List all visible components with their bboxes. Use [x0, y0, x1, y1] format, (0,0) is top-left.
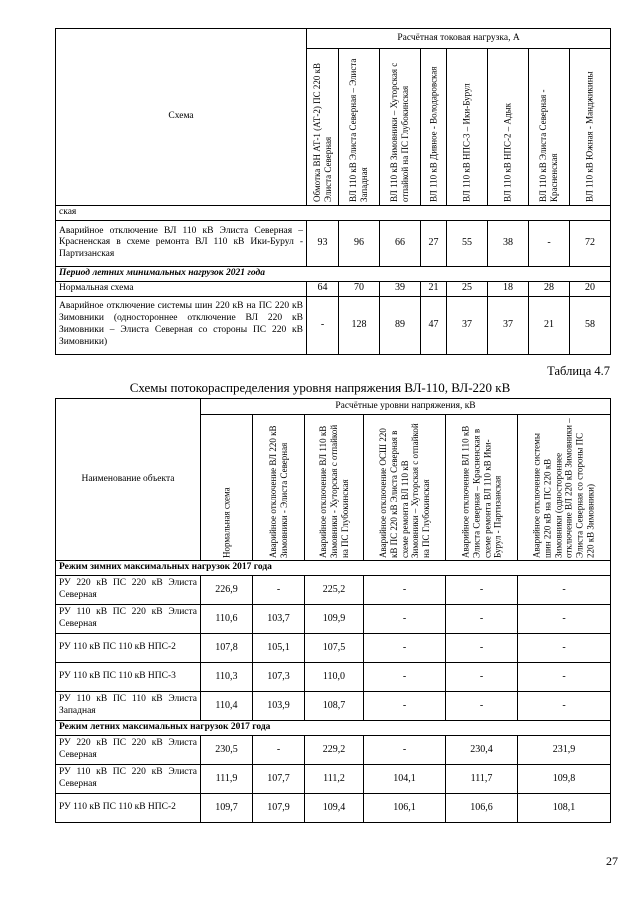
row-label: РУ 220 кВ ПС 220 кВ Элиста Северная [56, 575, 201, 604]
column-header: ВЛ 110 кВ Элиста Северная - Красненская [538, 89, 559, 202]
table-row [56, 633, 611, 662]
cell-value: 110,3 [201, 662, 253, 691]
cell-value: 107,3 [253, 662, 305, 691]
column-header: ВЛ 110 кВ НПС-3 – Ики-Бурул [461, 83, 472, 202]
cell-value: - [307, 296, 339, 354]
cell-value: 110,4 [201, 691, 253, 720]
cell-value: 110,6 [201, 604, 253, 633]
cell-value: 103,9 [253, 691, 305, 720]
cell-value: - [364, 691, 446, 720]
section-heading: Период летних минимальных нагрузок 2021 года [56, 266, 611, 281]
cell-value: 104,1 [364, 764, 446, 793]
cell-value: - [518, 604, 611, 633]
column-header: Обмотка ВН АТ-1 (АТ-2) ПС 220 кВ Элиста Северная [311, 62, 333, 202]
object-name-header: Наименование объекта [56, 399, 201, 561]
column-header: Аварийное отключение ОСШ 220 кВ ПС 220 кВ Элиста Северная в схеме ремонта ВЛ 110 кВ Зимовники – Хуторская с отпайкой на ПС Глубокинская [377, 422, 431, 558]
table-row [56, 735, 611, 764]
cell-value: 21 [421, 281, 447, 296]
cell-value: 38 [488, 220, 529, 266]
cell-value: - [364, 633, 446, 662]
cell-value: - [446, 575, 518, 604]
row-label: Нормальная схема [56, 281, 307, 296]
column-header: ВЛ 110 кВ Южная - Манджикины [584, 71, 595, 202]
cell-value: 109,4 [305, 793, 364, 822]
table-row [56, 220, 611, 266]
cell-value: 107,8 [201, 633, 253, 662]
row-label: РУ 110 кВ ПС 220 кВ Элиста Северная [56, 764, 201, 793]
table-row [56, 604, 611, 633]
voltage-levels-header: Расчётные уровни напряжения, кВ [201, 399, 611, 415]
cell-value: - [364, 604, 446, 633]
row-label: РУ 110 кВ ПС 110 кВ НПС-2 [56, 793, 201, 822]
cell-value: 109,8 [518, 764, 611, 793]
cell-value: 20 [570, 281, 611, 296]
cell-value: 108,7 [305, 691, 364, 720]
cell-value: 28 [529, 281, 570, 296]
cell-value: 230,4 [446, 735, 518, 764]
cell-value: 107,5 [305, 633, 364, 662]
cell-value: 107,7 [253, 764, 305, 793]
table-row [56, 793, 611, 822]
cell-value: 58 [570, 296, 611, 354]
cell-value: 230,5 [201, 735, 253, 764]
table-row [56, 691, 611, 720]
column-header: Нормальная схема [221, 486, 232, 558]
cell-value: 109,9 [305, 604, 364, 633]
cell-value: 18 [488, 281, 529, 296]
cell-value: 96 [339, 220, 380, 266]
row-label: РУ 110 кВ ПС 110 кВ Элиста Западная [56, 691, 201, 720]
column-header: ВЛ 110 кВ НПС-2 – Адык [502, 102, 513, 202]
cell-value: - [518, 633, 611, 662]
cell-value: 21 [529, 296, 570, 354]
column-header: Аварийное отключение системы шин 220 кВ на ПС 220 кВ Зимовники (одностороннее отключение ВЛ 220 кВ Зимовники – Элиста Северная со стороны ПС 220 кВ Зимовники) [531, 417, 596, 558]
column-header: ВЛ 110 кВ Дивное - Володаровская [428, 66, 439, 202]
current-load-header: Расчётная токовая нагрузка, А [307, 29, 611, 49]
cell-value: 103,7 [253, 604, 305, 633]
cell-value: 226,9 [201, 575, 253, 604]
row-label: РУ 110 кВ ПС 110 кВ НПС-2 [56, 633, 201, 662]
cell-value: - [529, 220, 570, 266]
cell-value: 111,2 [305, 764, 364, 793]
cell-value: - [518, 575, 611, 604]
cell-value: 111,7 [446, 764, 518, 793]
section-heading: Режим летних максимальных нагрузок 2017 года [56, 720, 611, 735]
cell-value: 47 [421, 296, 447, 354]
cell-value: - [446, 633, 518, 662]
table-row [56, 281, 611, 296]
cell-value: 27 [421, 220, 447, 266]
cell-value: 66 [380, 220, 421, 266]
cell-value: 64 [307, 281, 339, 296]
cell-value: 37 [447, 296, 488, 354]
row-label: Аварийное отключение системы шин 220 кВ на ПС 220 кВ Зимовники (одностороннее отключение ВЛ 220 кВ Зимовники – Элиста Северная со стороны ПС 220 кВ Зимовники) [56, 296, 307, 354]
column-header: Аварийное отключение ВЛ 110 кВ Зимовники - Хуторская с отпайкой на ПС Глубокинская [317, 424, 350, 558]
cell-value: 89 [380, 296, 421, 354]
cell-value: 106,6 [446, 793, 518, 822]
cell-value: - [446, 662, 518, 691]
cell-value: 107,9 [253, 793, 305, 822]
cell-value: - [364, 735, 446, 764]
cell-value: 225,2 [305, 575, 364, 604]
cell-value: - [364, 575, 446, 604]
column-header: Аварийное отключение ВЛ 110 кВ Элиста Северная – Красненская в схеме ремонта ВЛ 110 кВ Ики-Бурул - Партизанская [459, 425, 503, 558]
column-header: ВЛ 110 кВ Зимовники – Хуторская с отпайкой на ПС Глубокинская [389, 62, 410, 202]
cell-value: 106,1 [364, 793, 446, 822]
row-label: РУ 220 кВ ПС 220 кВ Элиста Северная [56, 735, 201, 764]
cell-value: 39 [380, 281, 421, 296]
cell-value: - [446, 691, 518, 720]
cell-value: - [446, 604, 518, 633]
cell-value: 72 [570, 220, 611, 266]
cell-value: 37 [488, 296, 529, 354]
section-heading: Режим зимних максимальных нагрузок 2017 года [56, 561, 611, 576]
cell-value: 110,0 [305, 662, 364, 691]
cell-value: 109,7 [201, 793, 253, 822]
cell-value: 55 [447, 220, 488, 266]
table-row [56, 764, 611, 793]
continued-row-label: ская [56, 206, 611, 221]
cell-value: 70 [339, 281, 380, 296]
cell-value: 231,9 [518, 735, 611, 764]
cell-value: 111,9 [201, 764, 253, 793]
cell-value: 108,1 [518, 793, 611, 822]
current-load-table [55, 28, 611, 355]
cell-value: - [253, 575, 305, 604]
cell-value: - [518, 691, 611, 720]
cell-value: 128 [339, 296, 380, 354]
row-label: РУ 110 кВ ПС 110 кВ НПС-3 [56, 662, 201, 691]
page-number: 27 [606, 854, 618, 868]
column-header: Аварийное отключение ВЛ 220 кВ Зимовники - Элиста Северная [267, 424, 289, 558]
cell-value: 105,1 [253, 633, 305, 662]
table-title: Схемы потокораспределения уровня напряжения ВЛ-110, ВЛ-220 кВ [129, 380, 511, 395]
cell-value: 229,2 [305, 735, 364, 764]
cell-value: 25 [447, 281, 488, 296]
row-label: Аварийное отключение ВЛ 110 кВ Элиста Северная – Красненская в схеме ремонта ВЛ 110 кВ Ики-Бурул - Партизанская [56, 220, 307, 266]
table-row [56, 296, 611, 354]
table-row [56, 662, 611, 691]
cell-value: - [364, 662, 446, 691]
cell-value: - [253, 735, 305, 764]
row-label: РУ 110 кВ ПС 220 кВ Элиста Северная [56, 604, 201, 633]
table-row [56, 575, 611, 604]
voltage-levels-table [55, 398, 611, 823]
scheme-header: Схема [56, 29, 307, 206]
column-header: ВЛ 110 кВ Элиста Северная – Элиста Западная [348, 58, 369, 202]
table-number: Таблица 4.7 [547, 364, 610, 378]
cell-value: - [518, 662, 611, 691]
cell-value: 93 [307, 220, 339, 266]
